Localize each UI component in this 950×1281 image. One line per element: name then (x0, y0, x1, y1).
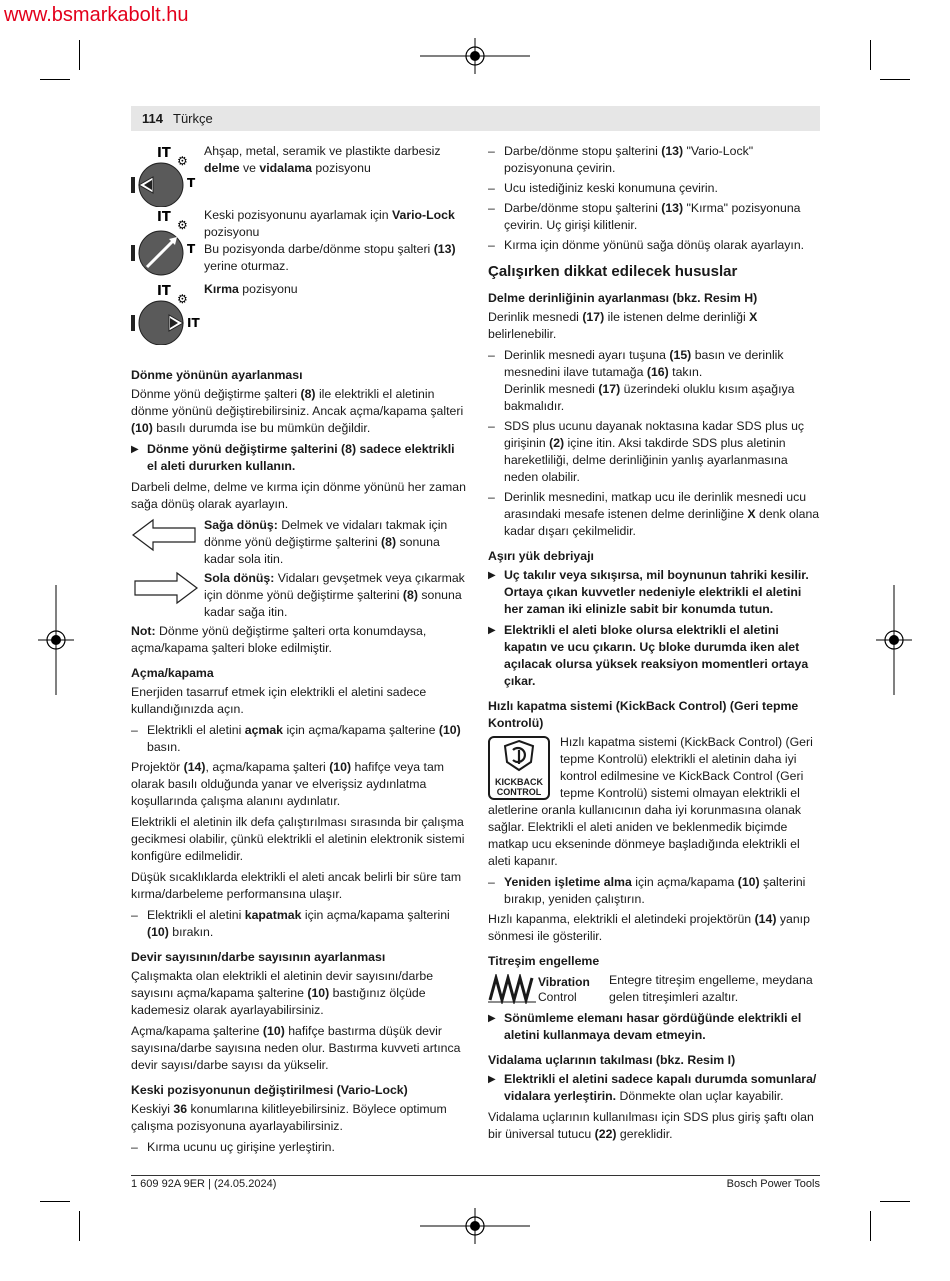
dash-item: – Kırma ucunu uç girişine yerleştirin. (131, 1139, 466, 1156)
svg-text:⚙: ⚙ (177, 292, 188, 306)
paragraph: Enerjiden tasarruf etmek için elektrikli el aletini sadece kullandığınızda açın. (131, 685, 427, 716)
footer-divider (131, 1175, 820, 1176)
paragraph: Derinlik mesnedi (17) ile istenen delme derinliği X belirlenebilir. (488, 310, 758, 341)
dash-item: – Ucu istediğiniz keski konumuna çevirin. (488, 180, 820, 197)
svg-text:ΙΤ: ΙΤ (157, 210, 171, 225)
svg-text:⚙: ⚙ (177, 218, 188, 232)
paragraph: Düşük sıcaklıklarda elektrikli el aleti ancak belirli bir süre tam kırma/darbeleme performansına ulaşır. (131, 870, 462, 901)
drill-mode-dial-icon (131, 143, 201, 207)
rotation-right-text: Sağa dönüş: Delmek ve vidaları takmak için dönme yönü değiştirme şalterini (8) sonuna kadar sola itin. (204, 518, 448, 566)
crop-mark (880, 79, 910, 80)
vibration-block (488, 972, 820, 1006)
left-column (131, 143, 466, 1159)
section-title: Açma/kapama (131, 666, 214, 680)
mode-drilling (131, 143, 466, 203)
dash-item: – Derinlik mesnedi ayarı tuşuna (15) basın ve derinlik mesnedini ilave tutamağa (16) takın. Derinlik mesnedi (17) üzerindeki oluklu kısım aşağıya bakmalıdır. (488, 347, 820, 415)
section-title: Vidalama uçlarının takılması (bkz. Resim I) (488, 1053, 736, 1067)
paragraph: Açma/kapama şalterine (10) hafifçe bastırma düşük devir sayısına/darbe sayısına neden olur. Bastırma kuvveti artınca devir sayısı/darbe sayısı da yükselir. (131, 1024, 461, 1072)
paragraph: Hızlı kapanma, elektrikli el aletindeki projektörün (14) yanıp sönmesi ile gösterilir. (488, 912, 810, 943)
arrow-right-icon (131, 570, 199, 606)
note: Not: Dönme yönü değiştirme şalteri orta konumdaysa, açma/kapama şalteri bloke edilmiştir. (131, 624, 427, 655)
vario-lock-dial-icon (131, 207, 201, 287)
registration-mark-icon (420, 1208, 530, 1244)
dash-item: – Kırma için dönme yönünü sağa dönüş olarak ayarlayın. (488, 237, 820, 254)
registration-mark-icon (38, 585, 74, 695)
section-title: Aşırı yük debriyajı (488, 549, 594, 563)
mode-chiselling (131, 281, 466, 355)
warning-bold: Elektrikli el aletini sadece kapalı durumda somunlara/ vidalara yerleştirin. (504, 1072, 817, 1103)
kickback-control-logo (488, 736, 550, 800)
dash-item: – Elektrikli el aletini açmak için açma/kapama şalterine (10) basın. (131, 722, 466, 756)
section-title: Hızlı kapatma sistemi (KickBack Control) (Geri tepme Kontrolü) (488, 699, 799, 730)
svg-text:ΙΤ: ΙΤ (187, 316, 200, 330)
crop-mark (79, 40, 80, 70)
crop-mark (880, 1201, 910, 1202)
svg-text:⚙: ⚙ (177, 154, 188, 168)
paragraph: Entegre titreşim engelleme, meydana gelen titreşimleri azaltır. (609, 973, 813, 1004)
dash-item: – Darbe/dönme stopu şalterini (13) "Kırma" pozisyonuna çevirin. Uç girişi kilitlenir. (488, 200, 820, 234)
warning-item: ▶ Sönümleme elemanı hasar gördüğünde elektrikli el aletini kullanmaya devam etmeyin. (488, 1010, 820, 1044)
section-heading: Çalışırken dikkat edilecek hususlar (488, 263, 738, 280)
svg-text:T: T (187, 176, 196, 190)
mode-drilling-text: Ahşap, metal, seramik ve plastikte darbesiz delme ve vidalama pozisyonu (204, 144, 441, 175)
mode-vario-lock (131, 207, 466, 277)
registration-mark-icon (876, 585, 912, 695)
paragraph: Hızlı kapatma sistemi (KickBack Control) (Geri tepme Kontrolü) elektrikli el aletinin daha iyi kontrol edilmesine ve KickBack Control (Geri tepme Kontrolü) sistemi olmayan elektrikli el aletlerine oranla kullanıcının daha iyi korunmasına olanak sağlar. Elektrikli el aleti aniden ve beklenmedik biçimde matkap ucu ekseninde dönmeye başladığında elektrikli el aleti kapanır. (488, 735, 813, 868)
paragraph: Çalışmakta olan elektrikli el aletinin devir sayısını/darbe sayısını açma/kapama şalterine (10) bastığınız ölçüde kademesiz olarak ayarlayabilirsiniz. (131, 969, 434, 1017)
warning-item: ▶ Dönme yönü değiştirme şalterini (8) sadece elektrikli el aleti dururken kullanın. (131, 441, 466, 475)
rotation-left-text: Sola dönüş: Vidaları gevşetmek veya çıkarmak için dönme yönü değiştirme şalterini (8) sonuna kadar sağa itin. (204, 571, 465, 619)
section-title: Devir sayısının/darbe sayısının ayarlanması (131, 950, 386, 964)
kickback-logo-text: CONTROL (496, 787, 542, 797)
arrow-left-icon (131, 517, 199, 553)
dash-item: – Yeniden işletime alma için açma/kapama (10) şalterini bırakıp, yeniden çalıştırın. (488, 874, 820, 908)
vibration-control-logo (488, 974, 603, 1004)
section-title: Titreşim engelleme (488, 954, 600, 968)
paragraph: Vidalama uçlarının kullanılması için SDS plus giriş şaftı olan bir üniversal tutucu (22) gereklidir. (488, 1110, 814, 1141)
crop-mark (79, 1211, 80, 1241)
page-language: Türkçe (173, 111, 213, 126)
section-title: Delme derinliğinin ayarlanması (bkz. Resim H) (488, 291, 758, 305)
crop-mark (40, 1201, 70, 1202)
registration-mark-icon (420, 38, 530, 74)
vibration-logo-text: Control (538, 990, 577, 1004)
kickback-block (488, 734, 820, 870)
footer-doc-id: 1 609 92A 9ER | (24.05.2024) (131, 1178, 277, 1190)
dash-item: – SDS plus ucunu dayanak noktasına kadar SDS plus uç girişinin (2) içine itin. Aksi takdirde SDS plus aletinin hareketliliği, delme derinliğinin yanlış ayarlanmasına neden olabilir. (488, 418, 820, 486)
footer-brand: Bosch Power Tools (726, 1178, 820, 1190)
warning-item: ▶ Uç takılır veya sıkışırsa, mil boynunun tahriki kesilir. Ortaya çıkan kuvvetler nedeniyle elektrikli el aletini her zaman iki elinizle sabit bir konumda tutun. (488, 567, 820, 618)
paragraph: Projektör (14), açma/kapama şalteri (10) hafifçe veya tam olarak basılı olduğunda yanar ve elverişsiz aydınlatma koşullarında çalışma alanını aydınlatır. (131, 760, 445, 808)
warning-normal: Dönmekte olan uçlar kayabilir. (616, 1089, 784, 1103)
page-header (131, 106, 820, 131)
section-title: Dönme yönünün ayarlanması (131, 368, 303, 382)
section-title: Keski pozisyonunun değiştirilmesi (Vario-Lock) (131, 1083, 408, 1097)
vibration-wave-icon (488, 974, 536, 1004)
crop-mark (870, 1211, 871, 1241)
svg-text:ΙΤ: ΙΤ (157, 146, 171, 161)
rotation-right-row (131, 517, 466, 568)
svg-text:ΙΤ: ΙΤ (157, 284, 171, 299)
dash-item: – Darbe/dönme stopu şalterini (13) "Vario-Lock" pozisyonuna çevirin. (488, 143, 820, 177)
paragraph: Elektrikli el aletinin ilk defa çalıştırılması sırasında bir çalışma gecikmesi olabilir, çünkü elektrikli el aletinin elektronik sistemi konfigüre edilmelidir. (131, 815, 465, 863)
mode-vario-lock-text: Keski pozisyonunu ayarlamak için Vario-Lock pozisyonu Bu pozisyonda darbe/dönme stopu şalteri (13) yerine oturmaz. (204, 208, 456, 273)
warning-item: ▶ Elektrikli el aleti bloke olursa elektrikli el aletini kapatın ve ucu çıkarın. Uç bloke durumda iken alet açılacak olursa yüksek reaksiyon momentleri ortaya çıkar. (488, 622, 820, 690)
chisel-mode-dial-icon (131, 281, 203, 345)
warning-item (488, 1071, 820, 1105)
svg-text:T: T (187, 242, 196, 256)
right-column (488, 143, 820, 1147)
kickback-shield-icon (499, 738, 539, 772)
paragraph: Keskiyi 36 konumlarına kilitleyebilirsiniz. Böylece optimum çalışma pozisyonuna ayarlayabilirsiniz. (131, 1102, 447, 1133)
paragraph: Dönme yönü değiştirme şalteri (8) ile elektrikli el aletinin dönme yönünü değiştirebilirsiniz. Ancak açma/kapama şalteri (10) basılı durumda ise bu mümkün değildir. (131, 387, 464, 435)
watermark: www.bsmarkabolt.hu (4, 4, 189, 26)
dash-item: – Elektrikli el aletini kapatmak için açma/kapama şalterini (10) bırakın. (131, 907, 466, 941)
dash-item: – Derinlik mesnedini, matkap ucu ile derinlik mesnedi ucu arasındaki mesafe istenen delme derinliğine X denk olana kadar dışarı çekilmelidir. (488, 489, 820, 540)
page-number: 114 (142, 111, 163, 126)
mode-chiselling-text: Kırma pozisyonu (204, 282, 298, 296)
paragraph: Darbeli delme, delme ve kırma için dönme yönünü her zaman sağa dönüş olarak ayarlayın. (131, 480, 466, 511)
rotation-left-row (131, 570, 466, 621)
crop-mark (870, 40, 871, 70)
kickback-logo-text: KICKBACK (495, 777, 543, 787)
vibration-logo-text: Vibration (538, 975, 590, 989)
crop-mark (40, 79, 70, 80)
